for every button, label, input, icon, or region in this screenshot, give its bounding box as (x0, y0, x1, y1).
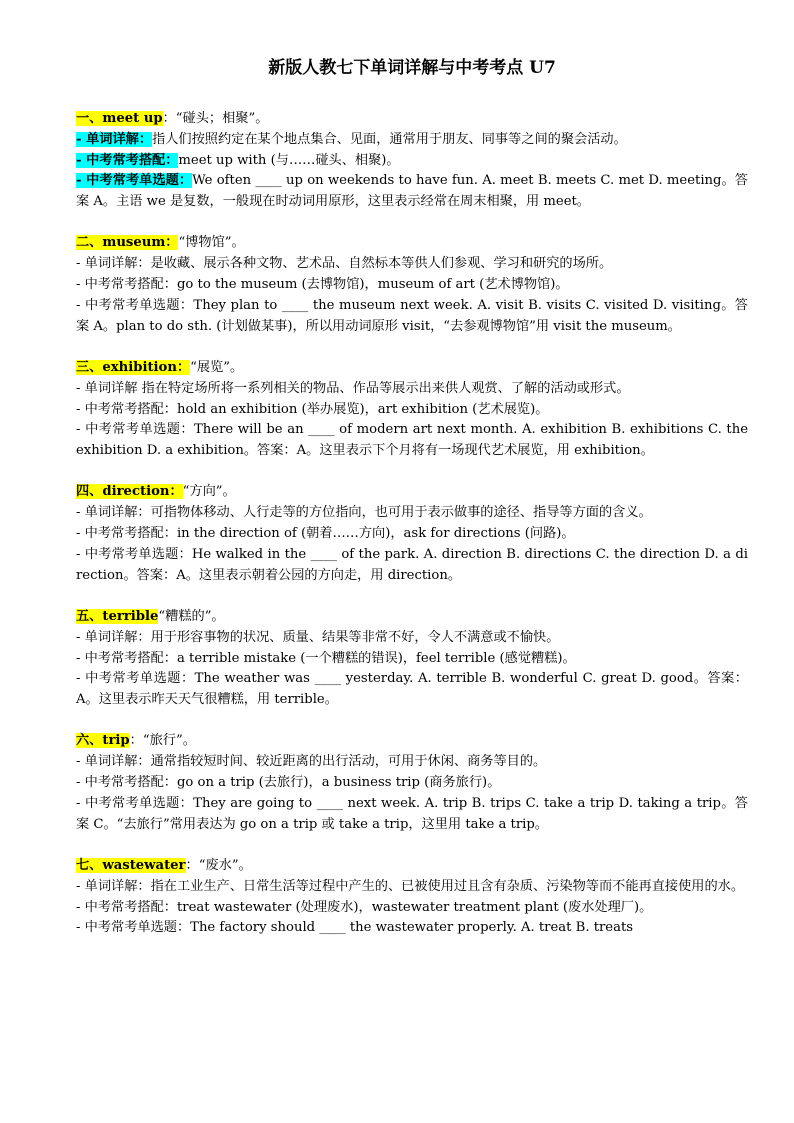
collocation-line: - 中考常考搭配：in the direction of (朝着……方向)，ask for directions (问路)。 (76, 526, 575, 542)
entry-term: 四、direction： (76, 484, 183, 500)
entry-term: 五、terrible (76, 608, 159, 624)
collocation-line (76, 151, 748, 172)
entry-heading (76, 109, 748, 130)
question-label: - 中考常考单选题： (76, 173, 193, 189)
entry-gloss: “方向”。 (182, 484, 236, 500)
entry-gloss: ：“碰头；相聚”。 (162, 111, 269, 126)
entry-museum (76, 233, 748, 337)
entry-gloss: ：“废水”。 (185, 857, 252, 873)
detail-line: - 单词详解：指在工业生产、日常生活等过程中产生的、已被使用过且含有杂质、污染物等而不能再直接使用的水。 (76, 878, 745, 894)
question-line: - 中考常考单选题：They are going to ____ next week. A. trip B. trips C. take a trip D. taking a trip。答案 C。“去旅行”常用表达为 go on a trip 或 take a trip，这里用 take a trip。 (76, 795, 748, 832)
entry-heading (76, 233, 748, 254)
entry-wastewater (76, 856, 748, 939)
collocation-line: - 中考常考搭配：treat wastewater (处理废水)，wastewater treatment plant (废水处理厂)。 (76, 899, 653, 915)
question-line (76, 171, 748, 213)
collocation-text: meet up with (与……碰头、相聚)。 (178, 152, 400, 168)
entry-term: 三、exhibition： (76, 359, 191, 375)
detail-line: - 单词详解：是收藏、展示各种文物、艺术品、自然标本等供人们参观、学习和研究的场所。 (76, 256, 613, 272)
entry-gloss: “展览”。 (190, 359, 244, 375)
question-text: We often ____ up on weekends to have fun. A. meet B. meets C. met D. meeting。答案 A。主语 we 是复数，一般现在时动词用原形，这里表示经常在周末相聚，用 meet。 (76, 173, 748, 210)
collocation-line: - 中考常考搭配：go on a trip (去旅行)，a business trip (商务旅行)。 (76, 775, 501, 791)
entry-gloss: “糟糕的”。 (158, 608, 225, 624)
entry-trip (76, 731, 748, 835)
question-line: - 中考常考单选题：There will be an ____ of modern art next month. A. exhibition B. exhibitions C. the exhibition D. a exhibition。答案：A。这里表示下个月将有一场现代艺术展览，用 exhibition。 (76, 422, 748, 459)
entry-heading (76, 358, 748, 379)
entry-gloss: ：“旅行”。 (129, 733, 196, 749)
detail-label: - 单词详解： (76, 131, 153, 147)
entry-term: 二、museum： (76, 235, 179, 251)
detail-line: - 单词详解：通常指较短时间、较近距离的出行活动，可用于休闲、商务等目的。 (76, 754, 547, 770)
entry-terrible (76, 607, 748, 711)
entry-term: 七、wastewater (76, 857, 186, 873)
collocation-line: - 中考常考搭配：a terrible mistake (一个糟糕的错误)，feel terrible (感觉糟糕)。 (76, 650, 576, 666)
question-line: - 中考常考单选题：He walked in the ____ of the park. A. direction B. directions C. the direction D. a direction。答案：A。这里表示朝着公园的方向走，用 direction。 (76, 546, 748, 583)
entry-heading (76, 482, 748, 503)
entry-term: 一、meet up (76, 111, 163, 126)
collocation-line: - 中考常考搭配：go to the museum (去博物馆)，museum of art (艺术博物馆)。 (76, 277, 569, 293)
detail-line: - 单词详解：可指物体移动、人行走等的方位指向，也可用于表示做事的途径、指导等方面的含义。 (76, 505, 652, 521)
entry-meet-up (76, 109, 748, 213)
question-line: - 中考常考单选题：The factory should ____ the wastewater properly. A. treat B. treats (76, 920, 634, 936)
entry-heading (76, 607, 748, 628)
entry-gloss: “博物馆”。 (178, 235, 245, 251)
detail-line: - 单词详解 指在特定场所将一系列相关的物品、作品等展示出来供人观赏、了解的活动或形式。 (76, 380, 630, 396)
detail-line (76, 130, 748, 151)
document-page (76, 56, 748, 960)
page-title: 新版人教七下单词详解与中考考点 U7 (268, 58, 556, 78)
question-line: - 中考常考单选题：They plan to ____ the museum next week. A. visit B. visits C. visited D. visiting。答案 A。plan to do sth. (计划做某事)，所以用动词原形 visit，“去参观博物馆”用 visit the museum。 (76, 297, 748, 334)
detail-text: 指人们按照约定在某个地点集合、见面，通常用于朋友、同事等之间的聚会活动。 (152, 131, 627, 147)
collocation-line: - 中考常考搭配：hold an exhibition (举办展览)，art exhibition (艺术展览)。 (76, 401, 549, 417)
collocation-label: - 中考常考搭配： (76, 152, 179, 168)
entry-exhibition (76, 358, 748, 462)
entry-term: 六、trip (76, 733, 130, 749)
detail-line: - 单词详解：用于形容事物的状况、质量、结果等非常不好，令人不满意或不愉快。 (76, 629, 560, 645)
entry-heading (76, 856, 748, 877)
entry-direction (76, 482, 748, 586)
entry-heading (76, 731, 748, 752)
question-line: - 中考常考单选题：The weather was ____ yesterday. A. terrible B. wonderful C. great D. good。答案：A。这里表示昨天天气很糟糕，用 terrible。 (76, 671, 748, 708)
